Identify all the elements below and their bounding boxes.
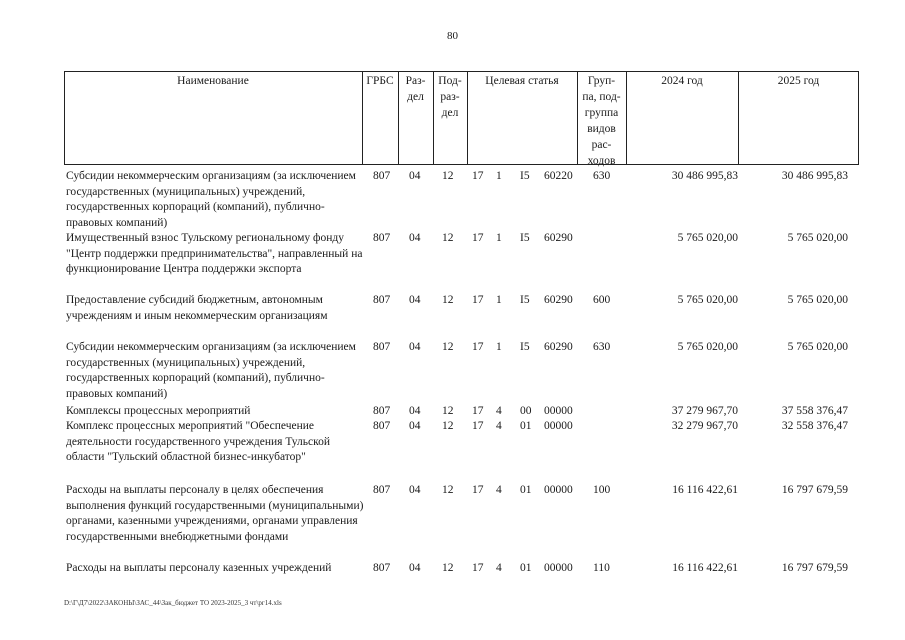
row-cs4: 60290 <box>544 341 573 353</box>
header-year-2025: 2025 год <box>777 75 820 87</box>
row-cs3: I5 <box>520 170 530 182</box>
row-cs2: 4 <box>496 484 502 496</box>
header-grbs: ГРБС <box>366 75 394 87</box>
row-y2025: 32 558 376,47 <box>781 420 848 432</box>
row-cs4: 00000 <box>544 405 573 417</box>
row-name: Предоставление субсидий бюджетным, автономным учреждениям и иным некоммерческим организациям <box>66 294 328 322</box>
row-grbs: 807 <box>373 341 391 353</box>
row-y2025: 5 765 020,00 <box>787 341 848 353</box>
row-cs3: 01 <box>520 420 532 432</box>
row-podrazdel: 12 <box>442 562 454 574</box>
row-y2024: 30 486 995,83 <box>671 170 738 182</box>
row-y2025: 16 797 679,59 <box>781 484 848 496</box>
page-number: 80 <box>447 30 458 42</box>
header-podrazdel: Под- раз- дел <box>438 75 462 119</box>
row-grbs: 807 <box>373 294 391 306</box>
row-name: Расходы на выплаты персоналу в целях обеспечения выполнения функций государственными (муниципальными) органами, казенными учреждениями, органами управления государственными внебюджетными фондами <box>66 484 364 543</box>
row-podrazdel: 12 <box>442 232 454 244</box>
row-razdel: 04 <box>409 341 421 353</box>
row-name: Субсидии некоммерческим организациям (за исключением государственных (муниципальных) учреждений, государственных корпораций (компаний), публично-правовых компаний) <box>66 170 356 229</box>
row-razdel: 04 <box>409 405 421 417</box>
header-name: Наименование <box>177 75 249 87</box>
row-cs1: 17 <box>472 562 484 574</box>
row-y2024: 32 279 967,70 <box>671 420 738 432</box>
row-y2024: 5 765 020,00 <box>677 294 738 306</box>
row-cs3: I5 <box>520 232 530 244</box>
row-cs3: I5 <box>520 294 530 306</box>
row-cs4: 00000 <box>544 484 573 496</box>
row-cs2: 1 <box>496 170 502 182</box>
row-name: Комплекс процессных мероприятий "Обеспечение деятельности государственного учреждения Тульской области "Тульский областной бизнес-инкубатор" <box>66 420 331 463</box>
row-grbs: 807 <box>373 232 391 244</box>
row-cs1: 17 <box>472 232 484 244</box>
row-podrazdel: 12 <box>442 170 454 182</box>
row-cs2: 4 <box>496 405 502 417</box>
row-cs3: 01 <box>520 562 532 574</box>
row-cs4: 00000 <box>544 562 573 574</box>
row-cs2: 1 <box>496 294 502 306</box>
row-vr: 630 <box>593 170 611 182</box>
row-cs4: 60220 <box>544 170 573 182</box>
row-razdel: 04 <box>409 170 421 182</box>
row-cs4: 60290 <box>544 232 573 244</box>
row-cs3: 01 <box>520 484 532 496</box>
row-podrazdel: 12 <box>442 341 454 353</box>
table-header <box>64 71 859 165</box>
header-razdel: Раз- дел <box>405 75 426 103</box>
file-path-footer: D:\Г\Д7\2022\ЗАКОНЫ\ЗАС_44\Зак_бюджет ТО 2023-2025_3 чт\рг14.xls <box>64 599 282 607</box>
row-cs2: 1 <box>496 341 502 353</box>
row-vr: 630 <box>593 341 611 353</box>
row-grbs: 807 <box>373 484 391 496</box>
row-cs1: 17 <box>472 405 484 417</box>
row-razdel: 04 <box>409 562 421 574</box>
header-celevaya-statya: Целевая статья <box>485 75 559 87</box>
row-cs1: 17 <box>472 341 484 353</box>
row-y2024: 37 279 967,70 <box>671 405 738 417</box>
row-podrazdel: 12 <box>442 484 454 496</box>
row-podrazdel: 12 <box>442 405 454 417</box>
row-podrazdel: 12 <box>442 420 454 432</box>
row-grbs: 807 <box>373 562 391 574</box>
row-y2025: 30 486 995,83 <box>781 170 848 182</box>
row-cs1: 17 <box>472 484 484 496</box>
header-gruppa-vidov: Груп- па, под- группа видов рас- ходов <box>582 75 621 167</box>
row-y2025: 16 797 679,59 <box>781 562 848 574</box>
row-y2024: 16 116 422,61 <box>672 562 738 574</box>
row-cs1: 17 <box>472 170 484 182</box>
row-razdel: 04 <box>409 420 421 432</box>
row-cs3: I5 <box>520 341 530 353</box>
row-name: Расходы на выплаты персоналу казенных учреждений <box>66 562 332 574</box>
row-y2025: 37 558 376,47 <box>781 405 848 417</box>
row-cs4: 00000 <box>544 420 573 432</box>
row-name: Комплексы процессных мероприятий <box>66 405 251 417</box>
row-cs1: 17 <box>472 420 484 432</box>
row-name: Имущественный взнос Тульскому региональному фонду "Центр поддержки предпринимательства", направленный на функционирование Центра поддержки экспорта <box>66 232 363 275</box>
row-vr: 100 <box>593 484 611 496</box>
header-year-2024: 2024 год <box>661 75 703 87</box>
row-vr: 600 <box>593 294 611 306</box>
row-cs1: 17 <box>472 294 484 306</box>
row-cs2: 4 <box>496 420 502 432</box>
row-name: Субсидии некоммерческим организациям (за исключением государственных (муниципальных) учреждений, государственных корпораций (компаний), публично-правовых компаний) <box>66 341 356 400</box>
row-cs3: 00 <box>520 405 532 417</box>
row-y2024: 16 116 422,61 <box>672 484 738 496</box>
row-grbs: 807 <box>373 405 391 417</box>
row-cs4: 60290 <box>544 294 573 306</box>
row-podrazdel: 12 <box>442 294 454 306</box>
row-razdel: 04 <box>409 484 421 496</box>
row-grbs: 807 <box>373 420 391 432</box>
row-y2025: 5 765 020,00 <box>787 294 848 306</box>
row-cs2: 4 <box>496 562 502 574</box>
row-razdel: 04 <box>409 232 421 244</box>
row-vr: 110 <box>593 562 610 574</box>
row-grbs: 807 <box>373 170 391 182</box>
row-y2025: 5 765 020,00 <box>787 232 848 244</box>
row-y2024: 5 765 020,00 <box>677 341 738 353</box>
row-razdel: 04 <box>409 294 421 306</box>
row-cs2: 1 <box>496 232 502 244</box>
row-y2024: 5 765 020,00 <box>677 232 738 244</box>
